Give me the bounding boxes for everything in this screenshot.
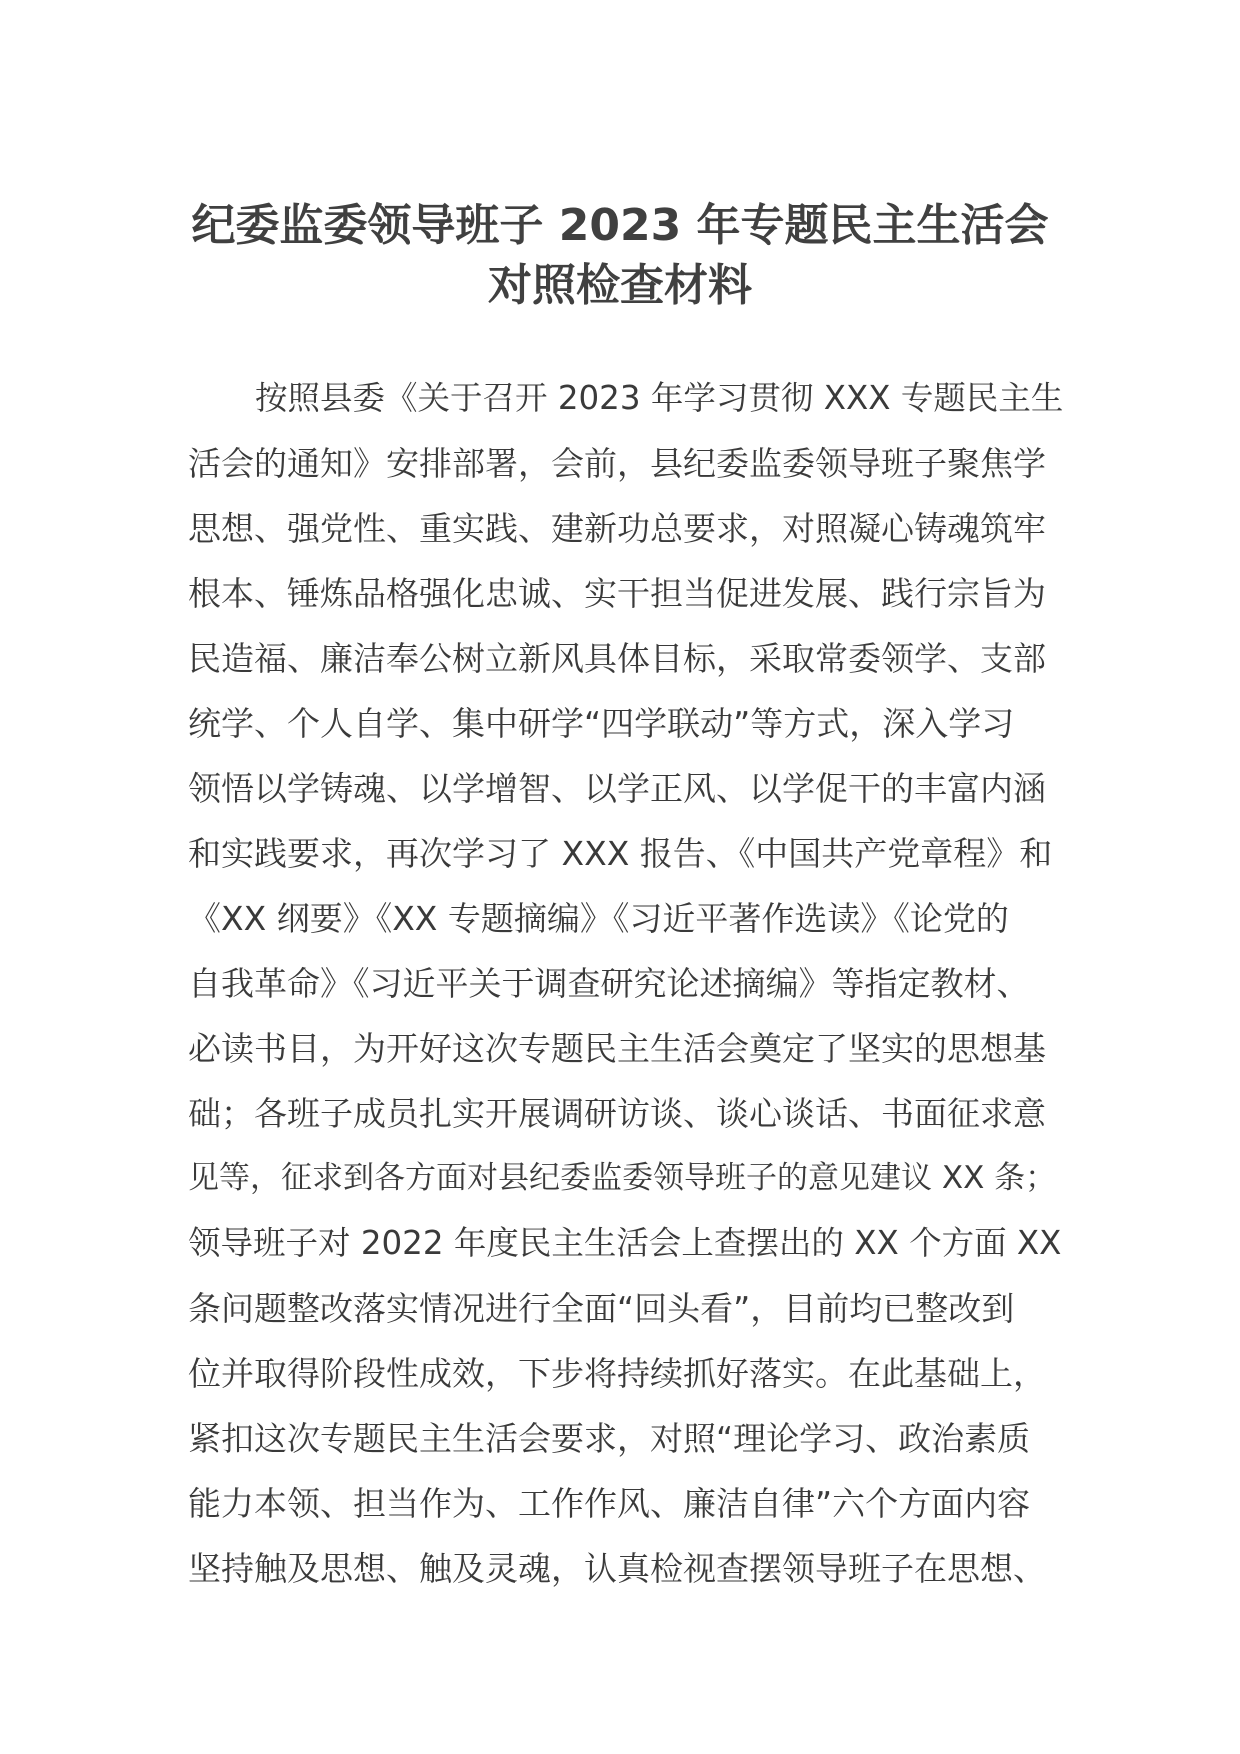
- body-line: 见等，征求到各方面对县纪委监委领导班子的意见建议 XX 条；: [188, 1160, 1057, 1196]
- body-line: 按照县委《关于召开 2023 年学习贯彻 XXX 专题民主生: [255, 379, 1064, 417]
- body-line: 必读书目，为开好这次专题民主生活会奠定了坚实的思想基: [188, 1029, 1046, 1068]
- title-line-2: 对照检查材料: [488, 260, 752, 311]
- body-line: 位并取得阶段性成效，下步将持续抓好落实。在此基础上，: [188, 1354, 1046, 1393]
- body-line: 条问题整改落实情况进行全面“回头看”，目前均已整改到: [188, 1289, 1015, 1328]
- body-line: 领悟以学铸魂、以学增智、以学正风、以学促干的丰富内涵: [188, 769, 1046, 808]
- body-line: 领导班子对 2022 年度民主生活会上查摆出的 XX 个方面 XX: [188, 1224, 1062, 1262]
- body-line: 能力本领、担当作为、工作作风、廉洁自律”六个方面内容: [188, 1484, 1031, 1523]
- body-line: 自我革命》《习近平关于调查研究论述摘编》等指定教材、: [188, 964, 1030, 1003]
- body-line: 紧扣这次专题民主生活会要求，对照“理论学习、政治素质: [188, 1419, 1031, 1458]
- title-line-1: 纪委监委领导班子 2023 年专题民主生活会: [191, 200, 1049, 251]
- body-line: 根本、锤炼品格强化忠诚、实干担当促进发展、践行宗旨为: [188, 574, 1046, 613]
- body-line: 《XX 纲要》《XX 专题摘编》《习近平著作选读》《论党的: [188, 899, 1009, 938]
- body-line: 和实践要求，再次学习了 XXX 报告、《中国共产党章程》和: [188, 834, 1053, 873]
- body-line: 活会的通知》安排部署，会前，县纪委监委领导班子聚焦学: [188, 444, 1046, 483]
- document-body: [188, 366, 1068, 1601]
- body-line: 思想、强党性、重实践、建新功总要求，对照凝心铸魂筑牢: [188, 509, 1046, 548]
- body-line: 统学、个人自学、集中研学“四学联动”等方式，深入学习: [188, 704, 1015, 743]
- body-line: 坚持触及思想、触及灵魂，认真检视查摆领导班子在思想、: [188, 1549, 1046, 1588]
- body-line: 民造福、廉洁奉公树立新风具体目标，采取常委领学、支部: [188, 639, 1046, 678]
- body-line: 础；各班子成员扎实开展调研访谈、谈心谈话、书面征求意: [188, 1094, 1046, 1133]
- document-title: [150, 196, 1090, 316]
